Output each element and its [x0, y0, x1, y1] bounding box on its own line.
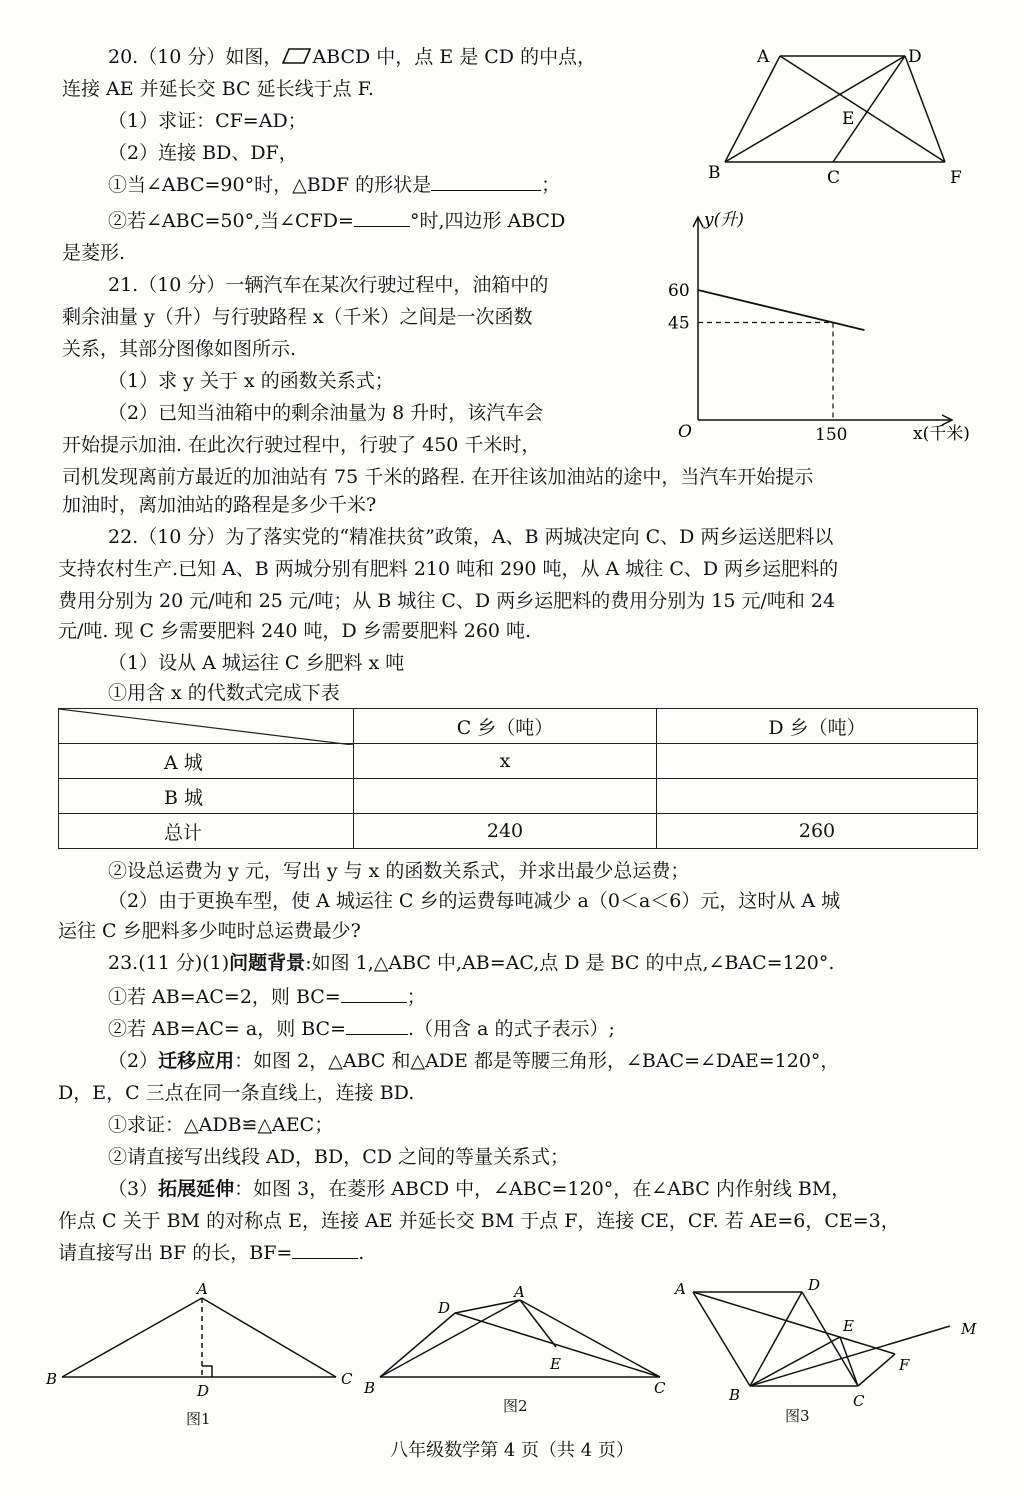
point-label-f: F [899, 1356, 910, 1374]
q23-part-3-number: （3） [108, 1178, 159, 1200]
chart-y-tick-label: 45 [668, 313, 690, 334]
q20-part-2-b-text: ②若∠ABC=50°,当∠CFD= [108, 210, 354, 232]
figure-1 [40, 1280, 370, 1400]
q23-number-text: 23.(11 分)(1) [108, 952, 230, 974]
point-label-c: C [341, 1370, 353, 1388]
fertilizer-table [58, 708, 978, 849]
q23-part-1-a-text: ①若 AB=AC=2，则 BC= [108, 986, 341, 1008]
q20-part-2-b-end: °时,四边形 ABCD [409, 210, 566, 232]
q20-line-2: 连接 AE 并延长交 BC 延长线于点 F. [62, 78, 374, 100]
chart-y-tick-label: 60 [668, 281, 690, 301]
fuel-line-chart [660, 205, 1000, 450]
q21-line-3: 关系，其部分图像如图所示. [62, 338, 297, 360]
q22-part-1-a: ①用含 x 的代数式完成下表 [108, 682, 340, 704]
q23-heading-extension: 拓展延伸 [158, 1178, 235, 1200]
chart-origin-label: O [678, 422, 692, 442]
q20-part-2-a [108, 172, 560, 198]
q21-line-2: 剩余油量 y（升）与行驶路程 x（千米）之间是一次函数 [62, 306, 533, 328]
q22-line-2: 支持农村生产.已知 A、B 两城分别有肥料 210 吨和 290 吨，从 A 城往 C、D 两乡运肥料的 [58, 558, 839, 580]
q20-line-1-rest: ABCD 中，点 E 是 CD 的中点， [312, 46, 597, 68]
q20-part-1: （1）求证：CF=AD； [108, 110, 307, 132]
q20-figure [700, 40, 990, 190]
table-row-label: 总计 [59, 814, 354, 849]
point-label-d: D [808, 1276, 821, 1294]
point-label-a: A [514, 1285, 525, 1301]
figure-1-caption: 图1 [186, 1410, 211, 1428]
table-header-c: C 乡（吨） [354, 709, 657, 744]
q22-line-4: 元/吨. 现 C 乡需要肥料 240 吨，D 乡需要肥料 260 吨. [58, 620, 532, 642]
q23-line-10-text: 请直接写出 BF 的长，BF= [58, 1242, 293, 1264]
chart-x-tick-label: 150 [815, 425, 848, 445]
table-cell[interactable] [657, 744, 978, 779]
table-cell[interactable] [657, 779, 978, 814]
parallelogram-icon [282, 46, 312, 72]
table-row [59, 814, 978, 849]
q20-part-2-a-end: ； [541, 174, 561, 196]
answer-blank[interactable] [292, 1240, 358, 1259]
q22-part-1: （1）设从 A 城运往 C 乡肥料 x 吨 [108, 652, 405, 674]
point-label-a: A [675, 1280, 686, 1298]
table-row-label: A 城 [59, 744, 354, 779]
point-label-d: D [438, 1299, 451, 1317]
point-label-a: A [757, 47, 770, 67]
point-label-c: C [654, 1379, 666, 1397]
point-label-e: E [843, 1317, 854, 1335]
table-row [59, 744, 978, 779]
table-corner-cell [59, 709, 354, 744]
q22-line-1: 22.（10 分）为了落实党的“精准扶贫”政策，A、B 两城决定向 C、D 两乡运送肥料以 [108, 526, 834, 548]
point-label-c: C [853, 1392, 865, 1410]
point-label-b: B [46, 1370, 58, 1388]
answer-blank[interactable] [431, 172, 541, 191]
q22-line-3: 费用分别为 20 元/吨和 25 元/吨；从 B 城往 C、D 两乡运肥料的费用分别为 15 元/吨和 24 [58, 590, 836, 612]
chart-x-axis-label: x(千米) [913, 424, 970, 444]
q23-part-1-b-end: .（用含 a 的式子表示）; [408, 1018, 615, 1040]
table-cell: 260 [657, 814, 978, 849]
q23-part-2-a: ①求证：△ADB≌△AEC； [108, 1114, 334, 1136]
point-label-e: E [550, 1355, 561, 1373]
q22-part-1-b: ②设总运费为 y 元，写出 y 与 x 的函数关系式，并求出最少总运费； [108, 860, 690, 882]
point-label-b: B [364, 1379, 376, 1397]
figure-2-caption: 图2 [503, 1397, 528, 1415]
chart-y-axis-label: y(升) [704, 210, 744, 230]
figure-2 [360, 1285, 680, 1400]
point-label-f: F [950, 168, 962, 188]
q23-part-2 [108, 1048, 839, 1074]
figure-3-caption: 图3 [785, 1407, 810, 1425]
q21-line-8: 加油时，离加油站的路程是多少千米? [62, 494, 377, 516]
q23-line-10 [58, 1240, 364, 1266]
q23-part-2-number: （2） [108, 1050, 159, 1072]
q20-line-7: 是菱形. [62, 242, 126, 264]
q23-part-2-b: ②请直接写出线段 AD，BD，CD 之间的等量关系式； [108, 1146, 570, 1168]
page-footer: 八年级数学第 4 页（共 4 页） [390, 1440, 634, 1461]
fuel-series-line [698, 290, 865, 330]
q23-part-3 [108, 1176, 850, 1202]
point-label-m: M [961, 1320, 977, 1338]
point-label-d: D [197, 1382, 210, 1400]
table-row-label: B 城 [59, 779, 354, 814]
q23-line-1 [108, 950, 834, 976]
point-label-b: B [729, 1386, 741, 1404]
point-label-e: E [842, 109, 855, 129]
q20-part-2-b [108, 208, 565, 234]
q20-part-2-a-text: ①当∠ABC=90°时，△BDF 的形状是 [108, 174, 432, 196]
point-label-d: D [908, 47, 922, 67]
q23-line-10-end: . [358, 1242, 365, 1264]
q23-heading-application: 迁移应用 [158, 1050, 235, 1072]
q23-heading-background: 问题背景 [229, 952, 306, 974]
q20-part-2: （2）连接 BD、DF， [108, 142, 298, 164]
answer-blank[interactable] [341, 984, 407, 1003]
q23-part-1-a [108, 984, 426, 1010]
table-row [59, 779, 978, 814]
q21-part-1: （1）求 y 关于 x 的函数关系式； [108, 370, 394, 392]
diagonal-line [59, 709, 353, 745]
q21-line-1: 21.（10 分）一辆汽车在某次行驶过程中，油箱中的 [108, 274, 549, 296]
figure-3 [665, 1272, 995, 1417]
q20-line-1 [108, 44, 596, 72]
q23-line-5: D，E，C 三点在同一条直线上，连接 BD. [58, 1082, 415, 1104]
answer-blank[interactable] [354, 208, 410, 227]
table-cell: 240 [354, 814, 657, 849]
point-label-c: C [827, 168, 841, 188]
q21-line-7: 司机发现离前方最近的加油站有 75 千米的路程. 在开往该加油站的途中，当汽车开始提示 [62, 466, 814, 488]
q22-part-2: （2）由于更换车型，使 A 城运往 C 乡的运费每吨减少 a（0＜a＜6）元，这时从 A 城 [108, 890, 841, 912]
table-cell: x [354, 744, 657, 779]
q23-part-1-a-end: ； [406, 986, 426, 1008]
table-header-row [59, 709, 978, 744]
q23-part-3-rest: ：如图 3，在菱形 ABCD 中，∠ABC=120°，在∠ABC 内作射线 BM， [234, 1178, 851, 1200]
q23-line-1-rest: :如图 1,△ABC 中,AB=AC,点 D 是 BC 的中点,∠BAC=120°. [305, 952, 835, 974]
q21-part-2: （2）已知当油箱中的剩余油量为 8 升时，该汽车会 [108, 402, 544, 424]
q23-part-1-b [108, 1016, 615, 1042]
q20-number-text: 20.（10 分）如图， [108, 46, 283, 68]
q23-line-9: 作点 C 关于 BM 的对称点 E，连接 AE 并延长交 BM 于点 F，连接 CE，CF. 若 AE=6，CE=3， [58, 1210, 900, 1232]
table-header-d: D 乡（吨） [657, 709, 978, 744]
point-label-b: B [708, 163, 721, 183]
q22-line-9: 运往 C 乡肥料多少吨时总运费最少? [58, 920, 361, 942]
q21-line-6: 开始提示加油. 在此次行驶过程中，行驶了 450 千米时， [62, 434, 541, 456]
answer-blank[interactable] [346, 1016, 408, 1035]
point-label-a: A [197, 1280, 208, 1298]
q23-part-2-rest: ：如图 2，△ABC 和△ADE 都是等腰三角形，∠BAC=∠DAE=120°， [234, 1050, 840, 1072]
q23-part-1-b-text: ②若 AB=AC= a，则 BC= [108, 1018, 347, 1040]
table-cell[interactable] [354, 779, 657, 814]
